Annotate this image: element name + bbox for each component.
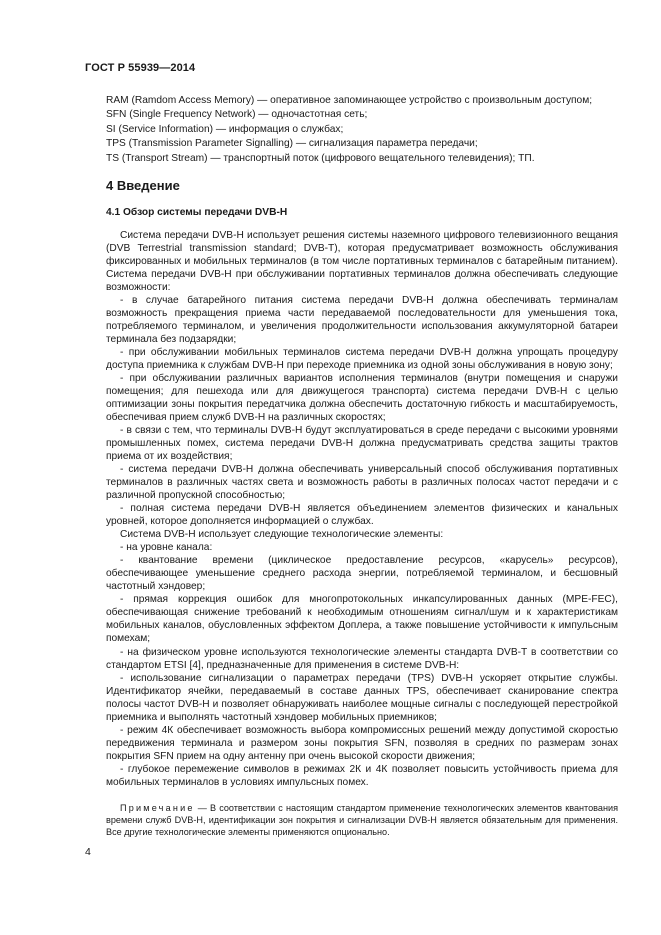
paragraph: - режим 4К обеспечивает возможность выбора компромиссных решений между допустимой скоростью передвижения терминала и размером зоны покрытия SFN, позволяя в средних по размерам зонах покрытия SFN прием на одну антенну при очень высокой скорости движения; (106, 724, 618, 762)
paragraph: - система передачи DVB-H должна обеспечивать универсальный способ обслуживания портативных терминалов в различных частях света и возможность работы в различных полосах частот передачи и с различной пропускной способностью; (106, 464, 618, 502)
paragraph: - при обслуживании мобильных терминалов система передачи DVB-H должна упрощать процедуру доступа приемника к службам DVB-H при переходе приемника из одной зоны обслуживания в новую зону; (106, 347, 618, 372)
abbreviation-list (106, 94, 616, 166)
abbreviation-item: TPS (Transmission Parameter Signalling) — сигнализация параметра передачи; (106, 138, 478, 150)
paragraph: - квантование времени (циклическое предоставление ресурсов, «карусель» ресурсов), обеспечивающее уменьшение среднего расхода энергии, потребляемой терминалом, и бесшовный частотный хэндовер; (106, 555, 618, 593)
paragraph: - полная система передачи DVB-H является объединением элементов физических и канальных уровней, которое дополняется информацией о службах. (106, 503, 618, 528)
abbreviation-item: TS (Transport Stream) — транспортный поток (цифрового вещательного телевидения); ТП. (106, 152, 535, 164)
paragraph: - прямая коррекция ошибок для многопротокольных инкапсулированных данных (MPE-FEC), обеспечивающая снижение требований к необходимым отношениям сигнал/шум и к характеристикам мобильных каналов, обусловленных эффектом Доплера, а также повышение устойчивости к импульсным помехам; (106, 594, 618, 645)
paragraph: - при обслуживании различных вариантов исполнения терминалов (внутри помещения и снаружи помещения; для пешехода или для движущегося транспорта) система передачи DVB-H с целью оптимизации зоны покрытия передатчика должна обеспечить достаточную гибкость и масштабируемость, обеспечивая прием служб DVB-H на различных скоростях; (106, 373, 618, 424)
body-text (106, 229, 618, 789)
paragraph: - использование сигнализации о параметрах передачи (TPS) DVB-H ускоряет открытие службы. Идентификатор ячейки, передаваемый в составе данных TPS, обеспечивает сканирование спектра полосы частот DVB-H и позволяет обнаруживать наиболее мощные сигналы с последующей перестройкой приемника и выполнять частотный хэндовер мобильных приемников; (106, 672, 618, 723)
paragraph: - в случае батарейного питания система передачи DVB-H должна обеспечивать терминалам возможность прекращения приема части передаваемой последовательности для уменьшения тока, потребляемого терминалом, и увеличения продолжительности использования аккумуляторной батареи терминала без подзарядки; (106, 295, 618, 346)
paragraph: - на физическом уровне используются технологические элементы стандарта DVB-T в соответствии со стандартом ETSI [4], предназначенные для применения в системе DVB-H: (106, 646, 618, 671)
abbreviation-item: SFN (Single Frequency Network) — одночастотная сеть; (106, 109, 368, 121)
abbreviation-item: RAM (Ramdom Access Memory) — оперативное запоминающее устройство с произвольным доступом; (106, 95, 593, 106)
note-block (106, 802, 618, 838)
paragraph: - в связи с тем, что терминалы DVB-H будут эксплуатироваться в среде передачи с высокими уровнями промышленных помех, система передачи DVB-H должна предусматривать средства защиты трактов приема от их воздействия; (106, 425, 618, 463)
page-number: 4 (85, 846, 91, 858)
note-text: — В соответствии с настоящим стандартом применение технологических элементов квантования времени служб DVB-H, идентификации зон покрытия и сигнализации DVB-H является обязательным для применения. Все другие технологические элементы применяются опционально. (106, 803, 618, 837)
paragraph: Система передачи DVB-H использует решения системы наземного цифрового телевизионного вещания (DVB Terrestrial transmission standard; DVB-T), которая предусматривает возможность обслуживания фиксированных и мобильных терминалов (в том числе портативных терминалов с батарейным питанием). Система передачи DVB-H при обслуживании портативных терминалов должна обеспечивать следующие возможности: (106, 230, 618, 294)
note-paragraph (106, 802, 618, 838)
document-header: ГОСТ Р 55939—2014 (85, 62, 196, 74)
abbreviation-item: SI (Service Information) — информация о службах; (106, 123, 344, 135)
paragraph: - глубокое перемежение символов в режимах 2К и 4К позволяет повысить устойчивость приема для мобильных терминалов в условиях импульсных помех. (106, 763, 618, 788)
section-heading: 4 Введение (106, 178, 180, 193)
note-label: Примечание (120, 803, 195, 813)
subsection-heading: 4.1 Обзор системы передачи DVB-H (106, 207, 288, 218)
paragraph: Система DVB-H использует следующие технологические элементы: (120, 529, 444, 541)
paragraph: - на уровне канала: (120, 542, 213, 554)
